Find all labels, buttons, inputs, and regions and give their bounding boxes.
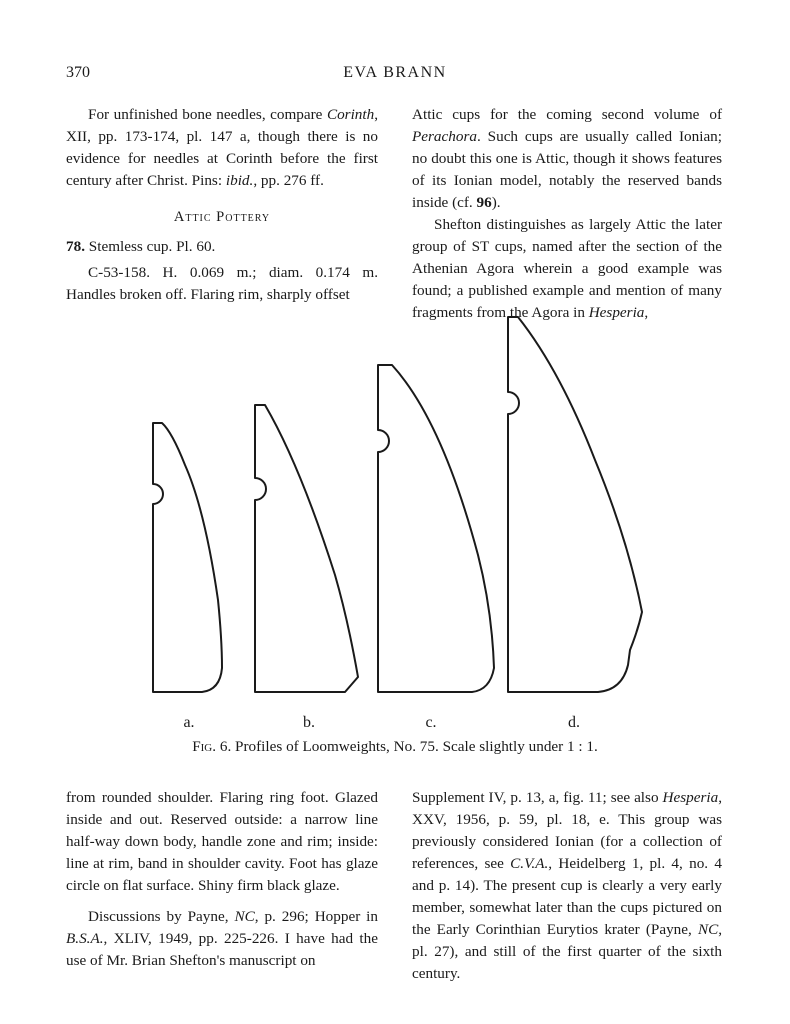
running-head-author: EVA BRANN [343, 64, 447, 81]
paragraph-supplement: Supplement IV, p. 13, a, fig. 11; see also Hesperia, XXV, 1956, p. 59, pl. 18, e. This group was previously considered Ionian (for a collection of references, see C.V.A., Heidelberg 1, pl. 4, no. 4 and p. 14). The present cup is clearly a very early member, somewhat later than the cups pictured on the Early Corinthian Eurytios krater (Payne, NC, pl. 27), and still of the first quarter of the sixth century. [412, 789, 722, 982]
figure-label-d: d. [568, 714, 580, 731]
figure-label-a: a. [183, 714, 195, 731]
paragraph-attic-cups: Attic cups for the coming second volume of Perachora. Such cups are usually called Ionian; no doubt this one is Attic, though it shows features of its Ionian model, notably the reserved bands inside (cf. 96). [412, 106, 722, 211]
figure-label-c: c. [425, 714, 437, 731]
paragraph-discussions: Discussions by Payne, NC, p. 296; Hopper in B.S.A., XLIV, 1949, pp. 225-226. I have had the use of Mr. Brian Shefton's manuscript on [66, 908, 378, 969]
entry-title: 78. Stemless cup. Pl. 60. [66, 238, 216, 255]
page-number: 370 [66, 64, 90, 81]
left-column-top [66, 104, 378, 306]
left-column-bottom [66, 787, 378, 972]
paragraph-cup-description: from rounded shoulder. Flaring ring foot. Glazed inside and out. Reserved outside: a narrow line half-way down body, handle zone and rim; inside: line at rim, band in shoulder cavity. Foot has glaze circle on flat surface. Shiny firm black glaze. [66, 789, 378, 894]
paragraph-shefton: Shefton distinguishes as largely Attic the later group of ST cups, named after the section of the Athenian Agora wherein a good example was found; a published example and mention of many fragments from the Agora in Hesperia, [412, 216, 722, 321]
entry-description: C-53-158. H. 0.069 m.; diam. 0.174 m. Handles broken off. Flaring rim, sharply offset [66, 264, 378, 303]
loomweight-profile-a [153, 423, 222, 692]
paragraph-bone-needles: For unfinished bone needles, compare Corinth, XII, pp. 173-174, pl. 147 a, though there is no evidence for needles at Corinth before the first century after Christ. Pins: ibid., pp. 276 ff. [66, 106, 378, 189]
figure-label-b: b. [303, 714, 315, 731]
section-heading: Attic Pottery [173, 209, 271, 225]
figure-caption: Fig. 6. Profiles of Loomweights, No. 75. Scale slightly under 1 : 1. [192, 738, 598, 755]
right-column-bottom [412, 787, 722, 985]
loomweight-profile-b [255, 405, 358, 692]
loomweight-profile-c [378, 365, 494, 692]
right-column-top [412, 104, 722, 324]
loomweight-profile-d [508, 317, 642, 692]
